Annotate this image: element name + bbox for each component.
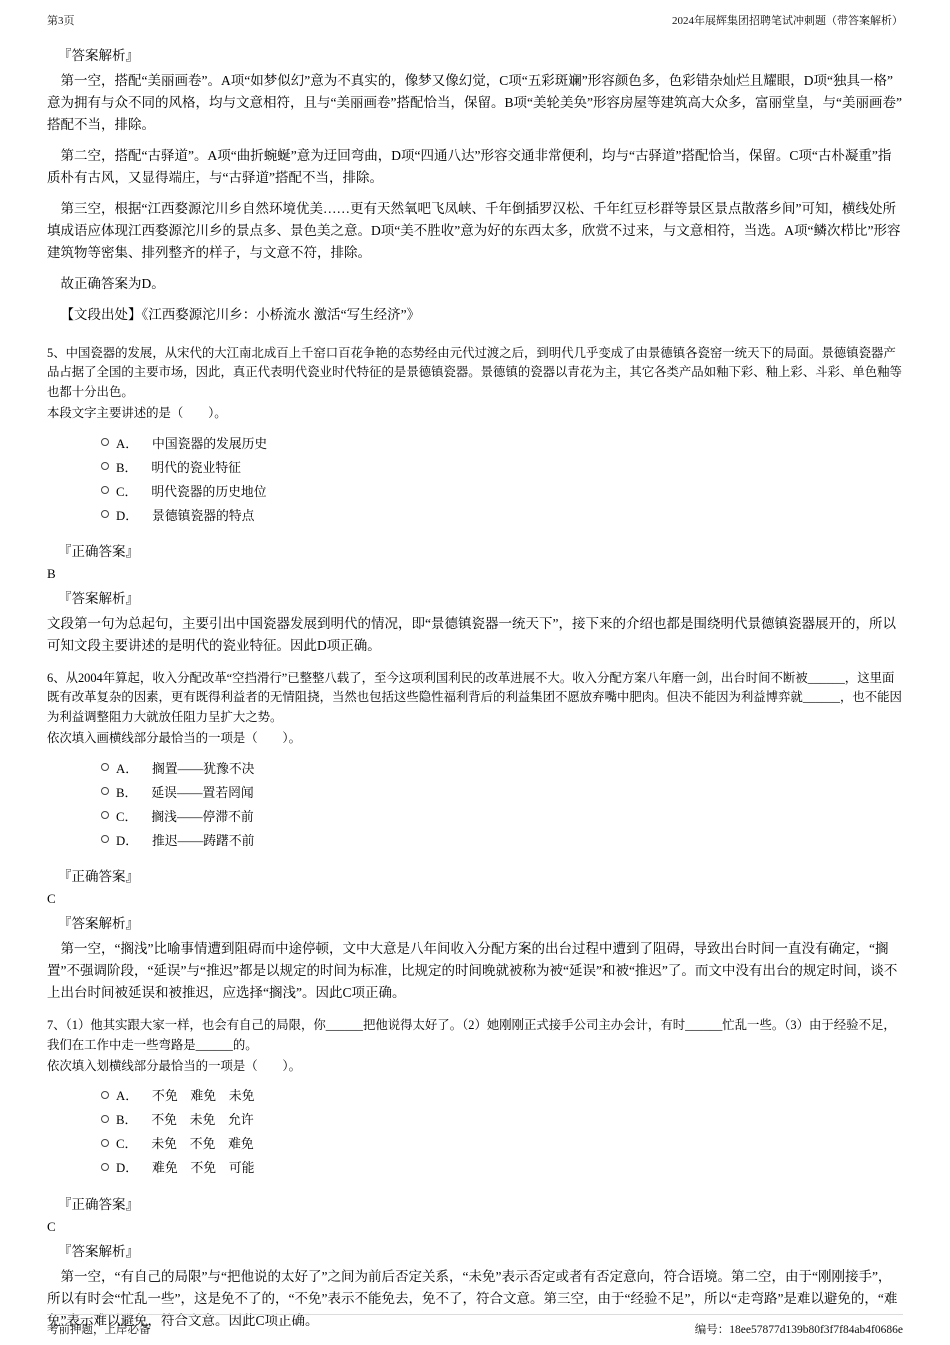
analysis-conclusion: 故正确答案为D。 — [60, 276, 165, 291]
option-text: 景德镇瓷器的特点 — [152, 508, 255, 523]
radio-button[interactable] — [101, 763, 109, 771]
question-7-prompt: 依次填入划横线部分最恰当的一项是（ ）。 — [47, 1058, 302, 1073]
footer-slogan: 考前押题，上岸必备 — [47, 1324, 151, 1336]
option-text: 明代瓷器的历史地位 — [151, 484, 267, 499]
option-letter: C． — [116, 484, 138, 499]
analysis-label: 『答案解析』 — [58, 916, 139, 932]
correct-answer-label: 『正确答案』 — [58, 544, 139, 560]
option-letter: B． — [116, 785, 138, 800]
analysis-paragraph-1: 第一空，搭配“美丽画卷”。A项“如梦似幻”意为不真实的，像梦又像幻觉，C项“五彩斑斓”形容颜色多，色彩错杂灿烂且耀眼，D项“独具一格”意为拥有与众不同的风格，均与文意相符，且与“美丽画卷”搭配恰当，保留。B项“美轮美奂”形容房屋等建筑高大众多，富丽堂皇，与“美丽画卷”搭配不当，排除。 — [47, 73, 902, 132]
analysis-label: 『答案解析』 — [58, 591, 139, 607]
option-text: 明代的瓷业特征 — [151, 460, 241, 475]
question-5-prompt: 本段文字主要讲述的是（ ）。 — [47, 406, 227, 421]
question-5 — [47, 344, 903, 657]
question-6-analysis: 第一空，“搁浅”比喻事情遭到阻碍而中途停顿，文中大意是八年间收入分配方案的出台过程中遭到了阻碍，导致出台时间一直没有确定，“搁置”不强调阶段，“延误”与“推迟”都是以规定的时间为标准，比规定的时间晚就被称为被“延误”和被“推迟”了。而文中没有出台的规定时间，谈不上出台时间被延误和被推迟，应选择“搁浅”。因此C项正确。 — [47, 941, 898, 1001]
question-7-option-c[interactable] — [101, 1131, 903, 1155]
radio-button[interactable] — [101, 811, 109, 819]
option-text: 未免 不免 难免 — [151, 1137, 254, 1152]
document-title: 2024年展辉集团招聘笔试冲刺题（带答案解析） — [672, 15, 903, 27]
option-letter: C． — [116, 1137, 138, 1152]
question-7-option-b[interactable] — [101, 1107, 903, 1131]
question-7-stem: 7、（1）他其实跟大家一样，也会有自己的局限，你______把他说得太好了。（2）她刚刚正式接手公司主办会计，有时______忙乱一些。（3）由于经验不足，我们在工作中走一些弯路是______的。 — [47, 1018, 896, 1052]
correct-answer-value: C — [47, 891, 56, 907]
radio-button[interactable] — [101, 1115, 109, 1123]
radio-button[interactable] — [101, 1091, 109, 1099]
question-6-option-b[interactable] — [101, 779, 903, 803]
correct-answer-value: B — [47, 566, 56, 582]
option-letter: A． — [116, 761, 139, 776]
question-6-option-a[interactable] — [101, 755, 903, 779]
radio-button[interactable] — [101, 835, 109, 843]
question-7-options — [101, 1083, 903, 1179]
correct-answer-label: 『正确答案』 — [58, 1196, 139, 1212]
radio-button[interactable] — [101, 510, 109, 518]
question-5-option-c[interactable] — [101, 478, 903, 502]
option-letter: D． — [116, 833, 139, 848]
question-5-options — [101, 430, 903, 526]
question-7-analysis: 第一空，“有自己的局限”与“把他说的太好了”之间为前后否定关系，“未免”表示否定或者有否定意向，符合语境。第二空，由于“刚刚接手”，所以有时会“忙乱一些”，这是免不了的，“不免”表示不能免去，免不了，符合文意。第三空，由于“经验不足”，所以“走弯路”是难以避免的，“难免”表示难以避免，符合文意。因此C项正确。 — [47, 1268, 898, 1328]
question-5-stem: 5、中国瓷器的发展，从宋代的大江南北成百上千窑口百花争艳的态势经由元代过渡之后，到明代几乎变成了由景德镇各瓷窑一统天下的局面。景德镇瓷器产品占据了全国的主要市场，因此，真正代表明代瓷业时代特征的是景德镇瓷器。景德镇的瓷器以青花为主，其它各类产品如釉下彩、釉上彩、斗彩、单色釉等也都十分出色。 — [47, 346, 902, 399]
correct-answer-value: C — [47, 1218, 56, 1234]
option-text: 中国瓷器的发展历史 — [152, 436, 268, 451]
page-number: 第3页 — [47, 15, 75, 27]
radio-button[interactable] — [101, 438, 109, 446]
radio-button[interactable] — [101, 1139, 109, 1147]
radio-button[interactable] — [101, 486, 109, 494]
option-letter: A． — [116, 1089, 139, 1104]
option-letter: C． — [116, 809, 138, 824]
document-body — [47, 44, 903, 1332]
analysis-label: 『答案解析』 — [58, 48, 139, 63]
question-6-stem: 6、从2004年算起，收入分配改革“空挡滑行”已整整八载了，至今这项利国利民的改革进展不大。收入分配方案八年磨一剑，出台时间不断被______，这里面既有改革复杂的因素，更有既得利益者的无情阻挠，当然也包括这些隐性福利背后的利益集团不愿放弃嘴中肥肉。但决不能因为利益博弈就______，也不能因为利益调整阻力大就放任阻力呈扩大之势。 — [47, 671, 902, 724]
page-footer — [47, 1314, 903, 1337]
question-5-analysis: 文段第一句为总起句，主要引出中国瓷器发展到明代的情况，即“景德镇瓷器一统天下”，接下来的介绍也都是围绕明代景德镇瓷器展开的，所以可知文段主要讲述的是明代的瓷业特征。因此D项正确。 — [47, 616, 896, 654]
option-text: 搁浅——停滞不前 — [151, 809, 254, 824]
radio-button[interactable] — [101, 787, 109, 795]
question-6-prompt: 依次填入画横线部分最恰当的一项是（ ）。 — [47, 731, 302, 746]
previous-question-analysis — [47, 44, 903, 326]
question-6 — [47, 669, 903, 1004]
question-7 — [47, 1016, 903, 1332]
question-5-option-a[interactable] — [101, 430, 903, 454]
correct-answer-label: 『正确答案』 — [58, 869, 139, 885]
question-7-option-d[interactable] — [101, 1155, 903, 1179]
footer-document-id: 编号：18ee57877d139b80f3f7f84ab4f0686e — [694, 1324, 903, 1336]
radio-button[interactable] — [101, 1163, 109, 1171]
question-6-options — [101, 755, 903, 851]
option-letter: A． — [116, 436, 139, 451]
option-letter: B． — [116, 1113, 138, 1128]
analysis-paragraph-3: 第三空，根据“江西婺源沱川乡自然环境优美……更有天然氧吧飞凤峡、千年倒插罗汉松、千年红豆杉群等景区景点散落乡间”可知，横线处所填成语应体现江西婺源沱川乡的景点多、景色美之意。D项“美不胜收”意为好的东西太多，欣赏不过来，与文意相符，当选。A项“鳞次栉比”形容建筑物等密集、排列整齐的样子，与文意不符，排除。 — [47, 201, 901, 260]
question-6-option-c[interactable] — [101, 803, 903, 827]
analysis-label: 『答案解析』 — [58, 1243, 139, 1259]
question-5-option-b[interactable] — [101, 454, 903, 478]
option-letter: B． — [116, 460, 138, 475]
question-6-option-d[interactable] — [101, 827, 903, 851]
radio-button[interactable] — [101, 462, 109, 470]
question-5-option-d[interactable] — [101, 502, 903, 526]
option-text: 不免 未免 允许 — [151, 1113, 254, 1128]
option-text: 延误——置若罔闻 — [151, 785, 254, 800]
option-letter: D． — [116, 508, 139, 523]
option-text: 不免 难免 未免 — [152, 1089, 255, 1104]
analysis-paragraph-2: 第二空，搭配“古驿道”。A项“曲折蜿蜒”意为迂回弯曲，D项“四通八达”形容交通非常便利，均与“古驿道”搭配恰当，保留。C项“古朴凝重”指质朴有古风，又显得端庄，与“古驿道”搭配不当，排除。 — [47, 148, 892, 185]
option-text: 搁置——犹豫不决 — [152, 761, 255, 776]
option-letter: D． — [116, 1161, 139, 1176]
source-line: 【文段出处】《江西婺源沱川乡：小桥流水 激活“写生经济”》 — [60, 307, 421, 322]
question-7-option-a[interactable] — [101, 1083, 903, 1107]
page-header — [47, 12, 903, 28]
option-text: 推迟——踌躇不前 — [152, 833, 255, 848]
option-text: 难免 不免 可能 — [152, 1161, 255, 1176]
